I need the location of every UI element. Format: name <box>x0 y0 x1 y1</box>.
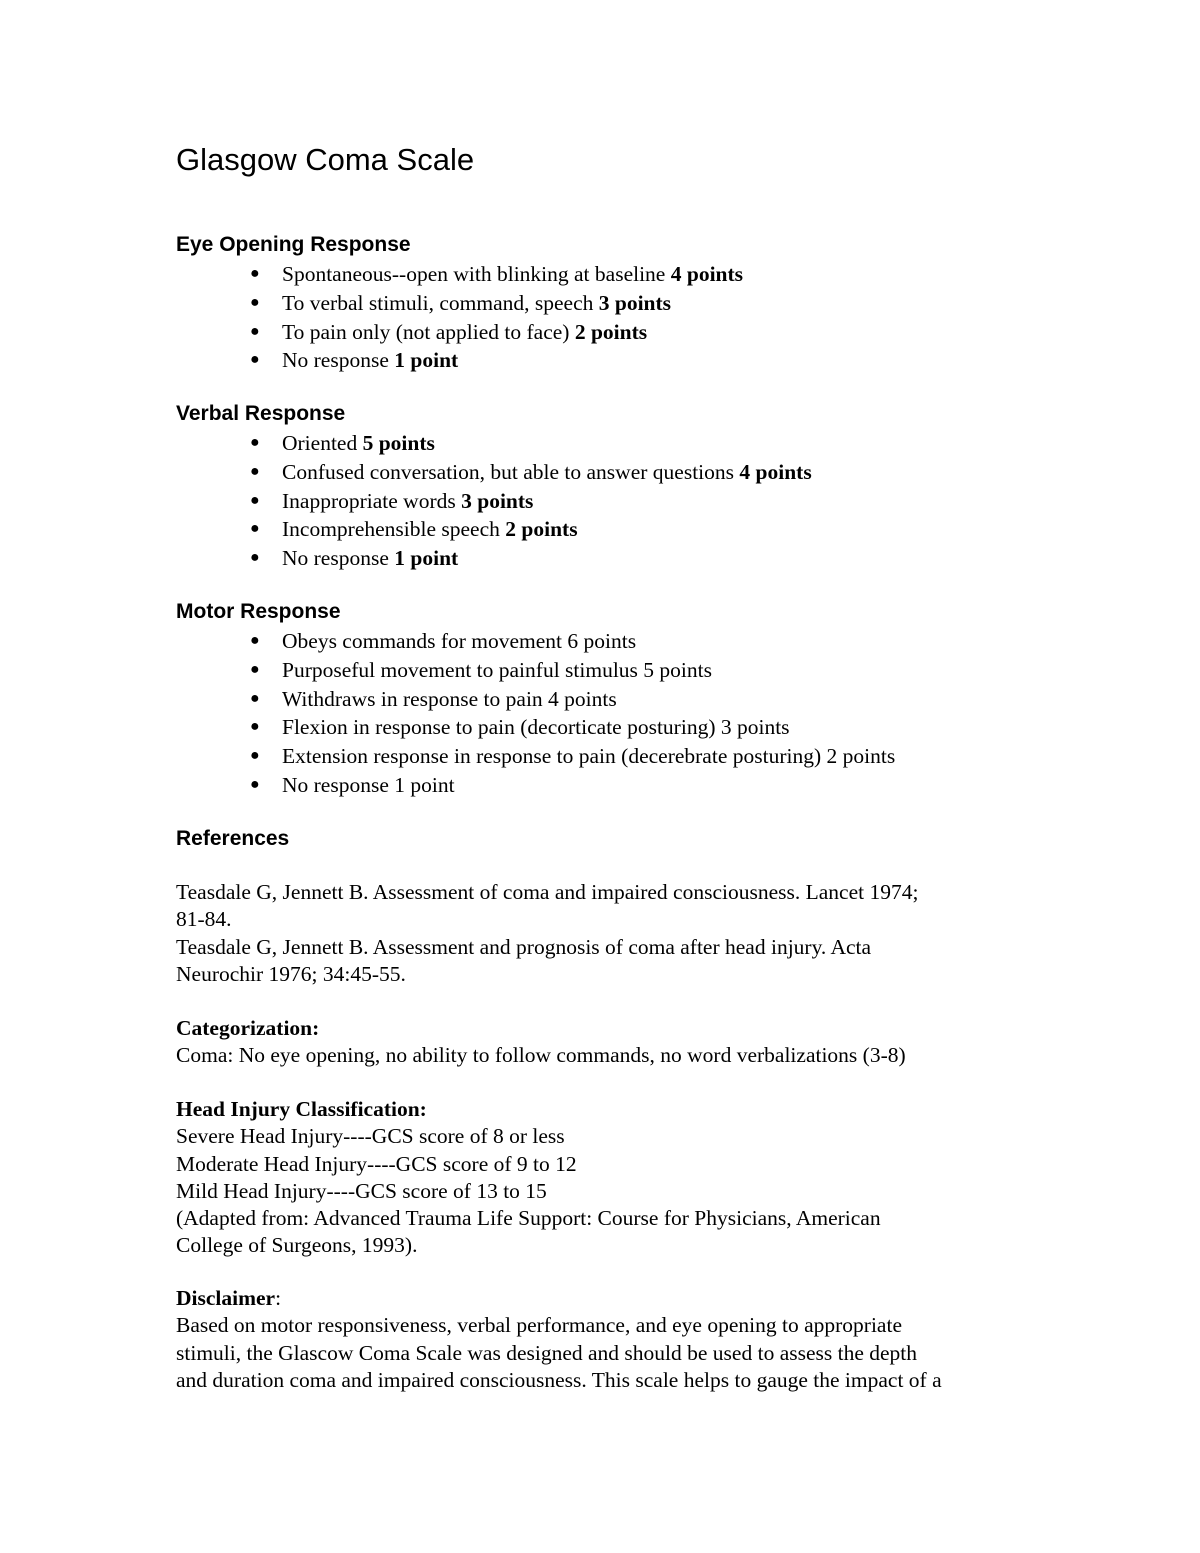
bullet-icon: ● <box>250 632 260 649</box>
disclaimer-heading-line <box>176 1285 1026 1312</box>
bullet-icon: ● <box>250 351 260 369</box>
list-item <box>0 544 1200 573</box>
list-item <box>0 685 1200 714</box>
list-item <box>0 346 1200 375</box>
bullet-icon: ● <box>250 549 260 567</box>
bullet-icon: ● <box>250 775 260 793</box>
list-item <box>0 742 1200 771</box>
list-item <box>0 627 1200 656</box>
item-points: 2 points <box>505 517 578 542</box>
list-item <box>0 656 1200 685</box>
categorization-block <box>176 1015 1026 1070</box>
bullet-icon: ● <box>250 491 260 509</box>
item-points: 3 points <box>461 488 534 513</box>
text-line: stimuli, the Glascow Coma Scale was designed and should be used to assess the depth <box>176 1340 918 1365</box>
eye-section-heading: Eye Opening Response <box>176 233 411 256</box>
eye-response-list <box>0 260 1200 375</box>
bullet-icon: ● <box>250 322 260 340</box>
bullet-icon: ● <box>250 265 260 282</box>
text-line: 81-84. <box>176 907 232 932</box>
item-text: Flexion in response to pain (decorticate posturing) 3 points <box>282 715 790 740</box>
list-item <box>0 458 1200 487</box>
bullet-icon: ● <box>250 689 260 707</box>
list-item <box>0 487 1200 516</box>
head-injury-block <box>176 1096 1026 1260</box>
item-text: Incomprehensible speech <box>282 517 506 542</box>
list-item <box>0 429 1200 458</box>
item-text: Purposeful movement to painful stimulus 5 points <box>282 657 712 682</box>
list-item <box>0 289 1200 318</box>
bullet-icon: ● <box>250 520 260 538</box>
item-points: 4 points <box>739 459 812 484</box>
item-text: Extension response in response to pain (decerebrate posturing) 2 points <box>282 744 896 769</box>
motor-section-heading: Motor Response <box>176 600 341 623</box>
list-item <box>0 318 1200 347</box>
verbal-response-list <box>0 429 1200 573</box>
bullet-icon: ● <box>250 660 260 678</box>
item-points: 4 points <box>670 262 744 286</box>
item-text: No response <box>282 348 395 373</box>
text-line: Teasdale G, Jennett B. Assessment and prognosis of coma after head injury. Acta <box>176 934 872 959</box>
item-text: Inappropriate words <box>282 488 462 513</box>
item-text: To verbal stimuli, command, speech <box>282 290 599 315</box>
text-line: Based on motor responsiveness, verbal performance, and eye opening to appropriate <box>176 1313 902 1338</box>
list-item <box>0 515 1200 544</box>
disclaimer-heading-colon: : <box>275 1286 282 1310</box>
disclaimer-block <box>176 1285 1026 1394</box>
item-text: Obeys commands for movement 6 points <box>282 629 637 653</box>
list-item <box>0 771 1200 800</box>
text-line: Mild Head Injury----GCS score of 13 to 15 <box>176 1178 547 1203</box>
references-text <box>176 879 1026 988</box>
bullet-icon: ● <box>250 747 260 765</box>
bullet-icon: ● <box>250 718 260 736</box>
text-line: Teasdale G, Jennett B. Assessment of coma and impaired consciousness. Lancet 1974; <box>176 880 919 904</box>
disclaimer-heading: Disclaimer <box>176 1286 276 1310</box>
bullet-icon: ● <box>250 293 260 311</box>
motor-response-list <box>0 627 1200 800</box>
text-line: Moderate Head Injury----GCS score of 9 to 12 <box>176 1151 577 1176</box>
verbal-section-heading: Verbal Response <box>176 402 346 425</box>
item-text: No response 1 point <box>282 772 455 797</box>
item-points: 1 point <box>394 546 459 571</box>
text-line: (Adapted from: Advanced Trauma Life Support: Course for Physicians, American <box>176 1206 881 1231</box>
item-points: 1 point <box>394 348 459 373</box>
item-text: To pain only (not applied to face) <box>282 319 575 344</box>
item-text: Oriented <box>282 431 363 455</box>
bullet-icon: ● <box>250 462 260 480</box>
text-line: Coma: No eye opening, no ability to follow commands, no word verbalizations (3-8) <box>176 1043 906 1068</box>
item-text: Confused conversation, but able to answer questions <box>282 459 740 484</box>
item-text: Withdraws in response to pain 4 points <box>282 686 617 711</box>
text-line: College of Surgeons, 1993). <box>176 1233 418 1258</box>
item-points: 2 points <box>574 319 648 344</box>
text-line: Neurochir 1976; 34:45-55. <box>176 961 406 986</box>
head-injury-heading: Head Injury Classification: <box>176 1097 427 1121</box>
list-item <box>0 260 1200 289</box>
item-text: Spontaneous--open with blinking at baseline <box>282 262 671 286</box>
item-points: 5 points <box>362 431 435 455</box>
list-item <box>0 713 1200 742</box>
item-text: No response <box>282 546 395 571</box>
text-line: and duration coma and impaired consciousness. This scale helps to gauge the impact of a <box>176 1367 942 1392</box>
text-line: Severe Head Injury----GCS score of 8 or less <box>176 1124 565 1149</box>
page-title: Glasgow Coma Scale <box>176 142 475 177</box>
bullet-icon: ● <box>250 434 260 451</box>
categorization-heading: Categorization: <box>176 1016 320 1040</box>
references-heading: References <box>176 827 290 850</box>
item-points: 3 points <box>598 290 672 315</box>
